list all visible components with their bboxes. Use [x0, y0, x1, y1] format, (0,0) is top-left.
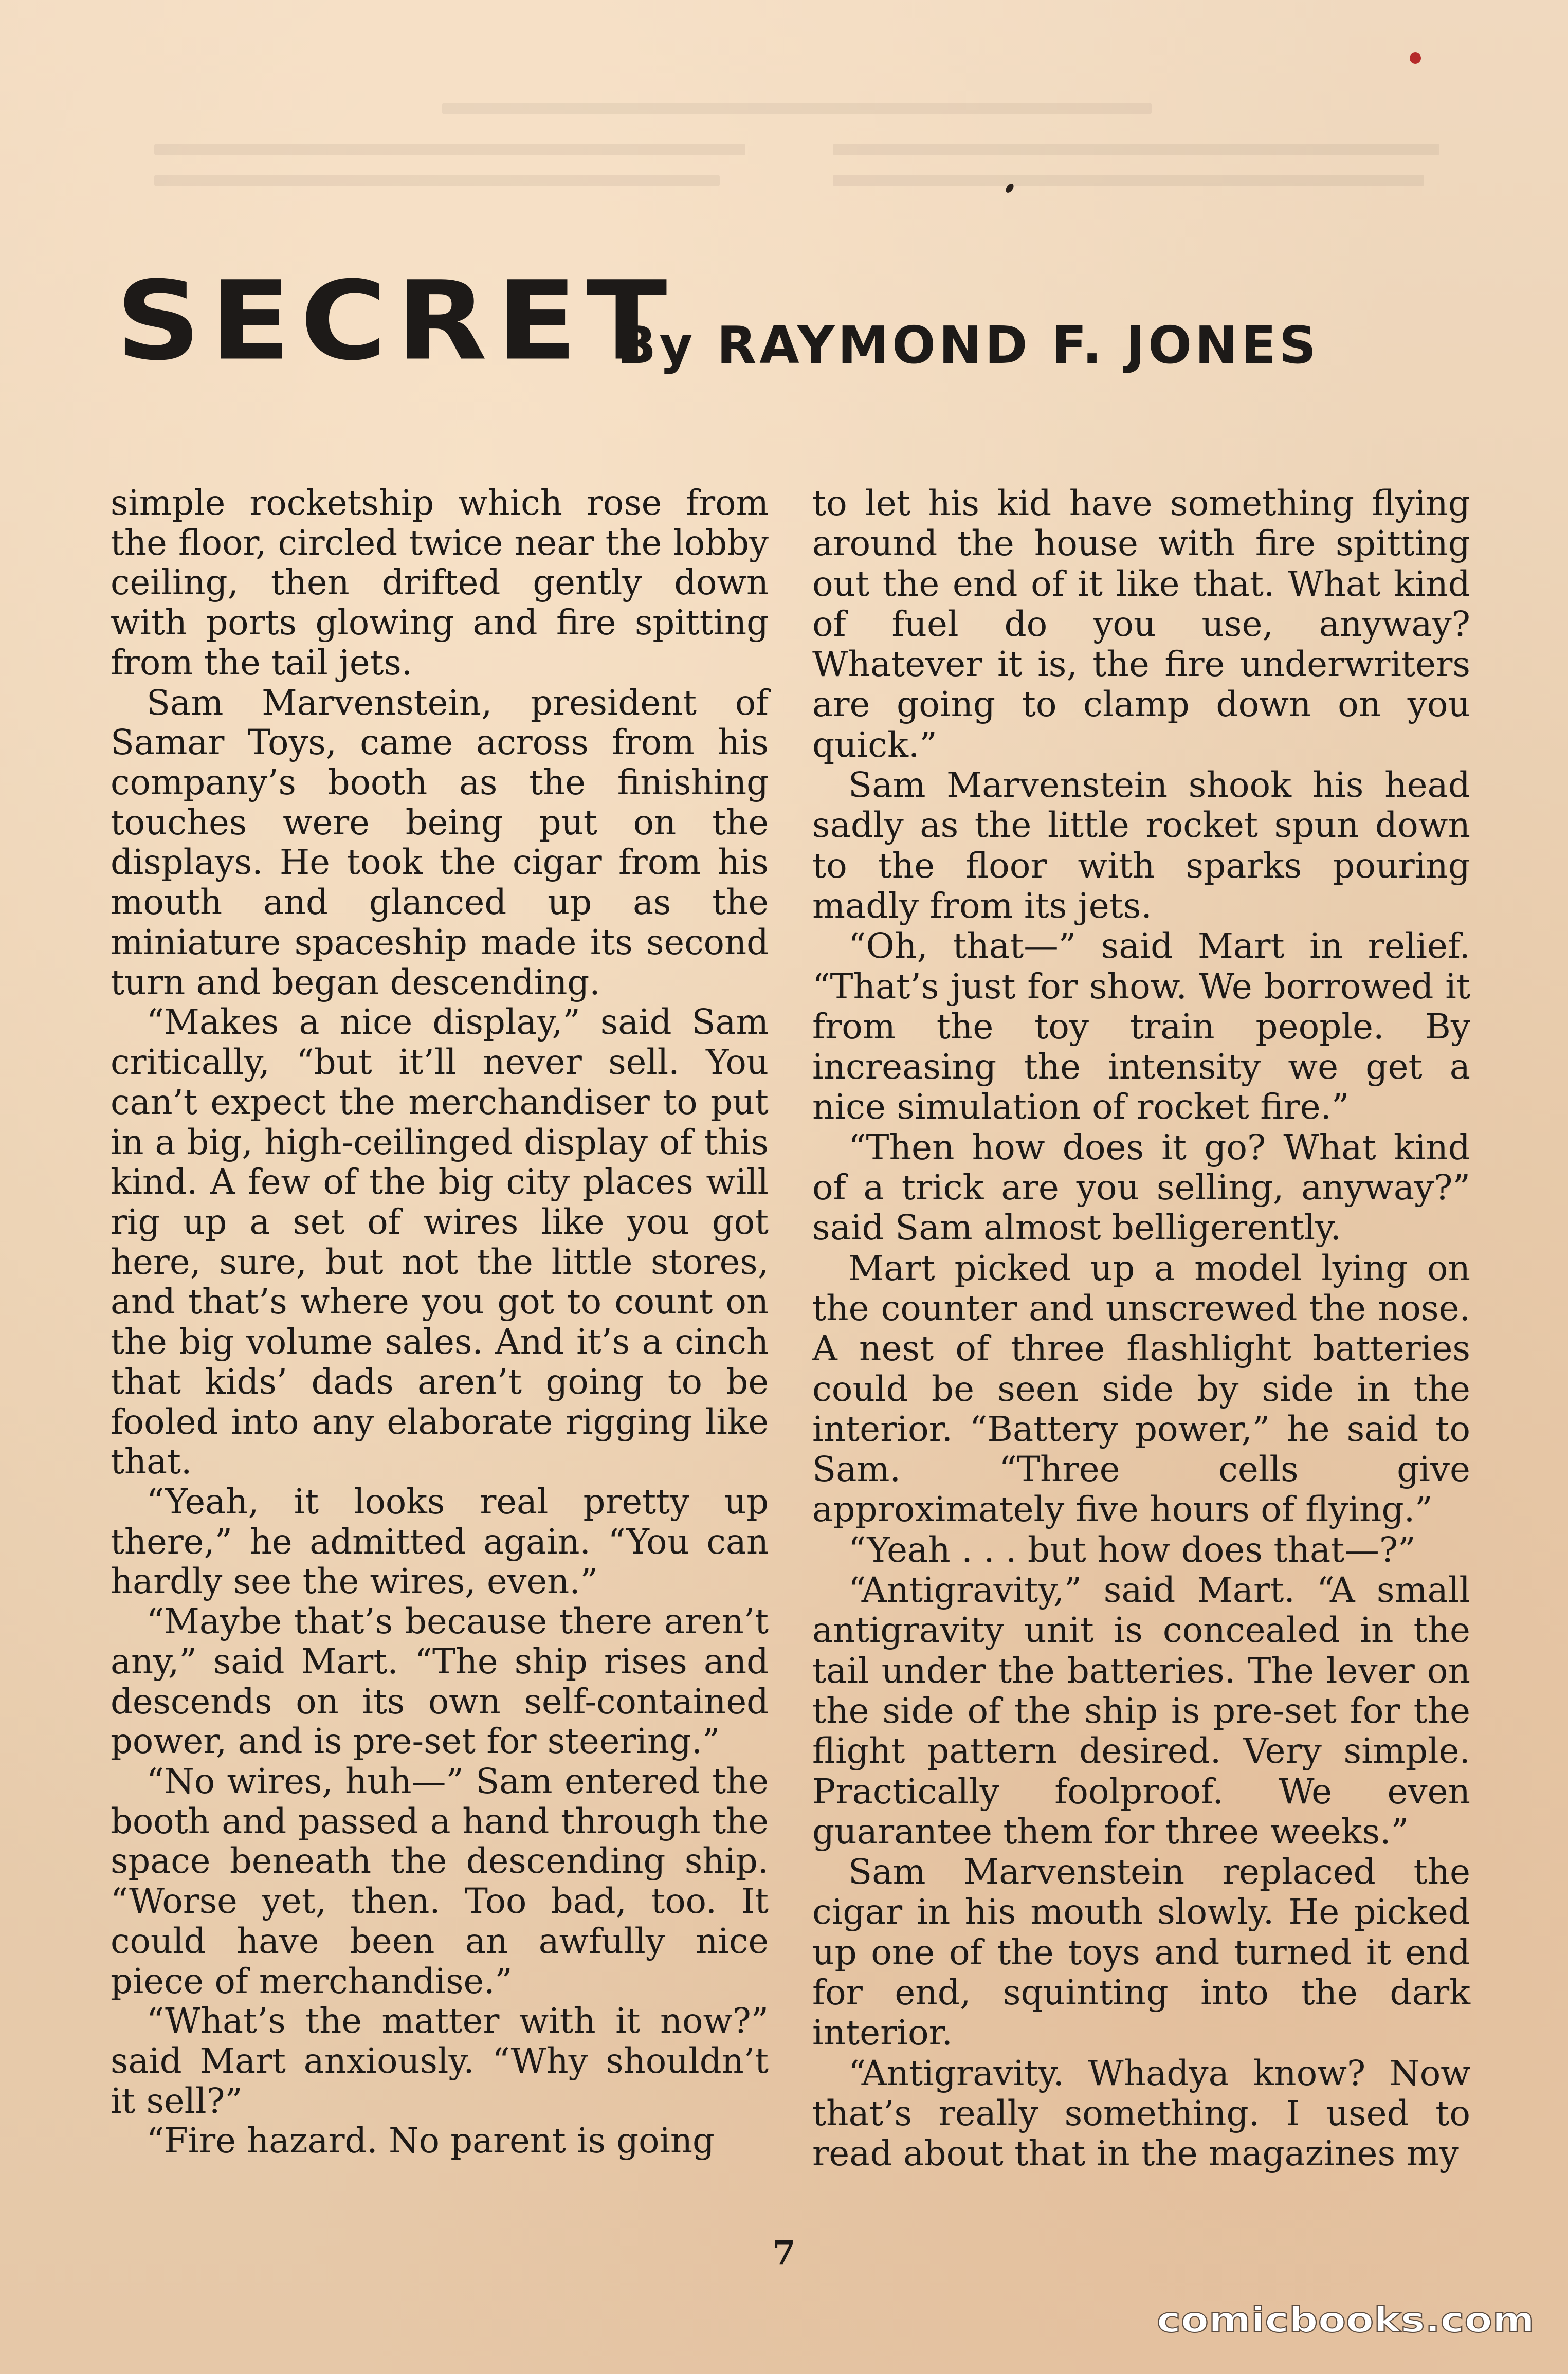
paragraph: “Oh, that—” said Mart in relief. “That’s just for show. We borrowed it from the toy train people. By increasing the intensity we get a nice simulation of rocket fire.”: [812, 925, 1470, 1127]
paragraph: “Antigravity. Whadya know? Now that’s really something. I used to read about that in the magazines my: [812, 2052, 1470, 2174]
paragraph: “Antigravity,” said Mart. “A small antigravity unit is concealed in the tail under the batteries. The lever on the side of the ship is pre-set for the flight pattern desired. Very simple. Practically foolproof. We even guarantee them for three weeks.”: [812, 1569, 1470, 1852]
paragraph: Sam Marvenstein, president of Samar Toys, came across from his company’s booth as the finishing touches were being put on the displays. He took the cigar from his mouth and glanced up as the miniature spaceship made its second turn and began descending.: [111, 682, 769, 1002]
paragraph: Sam Marvenstein replaced the cigar in his mouth slowly. He picked up one of the toys and turned it end for end, squinting into the dark interior.: [812, 1851, 1470, 2053]
story-header: [116, 258, 1350, 386]
page-number: 7: [772, 2234, 796, 2272]
author-byline: By RAYMOND F. JONES: [617, 315, 1320, 375]
text-column-left: [111, 483, 769, 2161]
watermark-logo: [1157, 2298, 1537, 2344]
paragraph: Sam Marvenstein shook his head sadly as the little rocket spun down to the floor with sparks pouring madly from its jets.: [812, 764, 1470, 926]
story-title: SECRET: [116, 258, 677, 385]
watermark-text: comicbooks.com: [1157, 2300, 1535, 2341]
ink-speck: [1410, 52, 1421, 64]
paragraph: “Yeah . . . but how does that—?”: [848, 1529, 1416, 1570]
paragraph: “Yeah, it looks real pretty up there,” he admitted again. “You can hardly see the wires, even.”: [111, 1481, 769, 1602]
paragraph: simple rocketship which rose from the floor, circled twice near the lobby ceiling, then drifted gently down with ports glowing and fire spitting from the tail jets.: [111, 483, 769, 683]
bleed-through-text: [154, 82, 1439, 211]
paragraph: “Then how does it go? What kind of a trick are you selling, anyway?” said Sam almost belligerently.: [812, 1126, 1470, 1248]
paragraph: “No wires, huh—” Sam entered the booth and passed a hand through the space beneath the descending ship. “Worse yet, then. Too bad, too. It could have been an awfully nice piece of merchandise.”: [111, 1761, 769, 2001]
paragraph: “Fire hazard. No parent is going: [147, 2121, 715, 2161]
paragraph: “What’s the matter with it now?” said Mart anxiously. “Why shouldn’t it sell?”: [111, 2001, 769, 2121]
text-column-right: [812, 483, 1470, 2174]
paragraph: “Makes a nice display,” said Sam critically, “but it’ll never sell. You can’t expect the merchandiser to put in a big, high-ceilinged display of this kind. A few of the big city places will rig up a set of wires like you got here, sure, but not the little stores, and that’s where you got to count on the big volume sales. And it’s a cinch that kids’ dads aren’t going to be fooled into any elaborate rigging like that.: [111, 1002, 769, 1482]
paragraph: Mart picked up a model lying on the counter and unscrewed the nose. A nest of three flashlight batteries could be seen side by side in the interior. “Battery power,” he said to Sam. “Three cells give approximately five hours of flying.”: [812, 1247, 1470, 1530]
paragraph: to let his kid have something flying around the house with fire spitting out the end of it like that. What kind of fuel do you use, anyway? Whatever it is, the fire underwriters are going to clamp down on you quick.”: [812, 483, 1470, 765]
paragraph: “Maybe that’s because there aren’t any,” said Mart. “The ship rises and descends on its own self-contained power, and is pre-set for steering.”: [111, 1601, 769, 1762]
